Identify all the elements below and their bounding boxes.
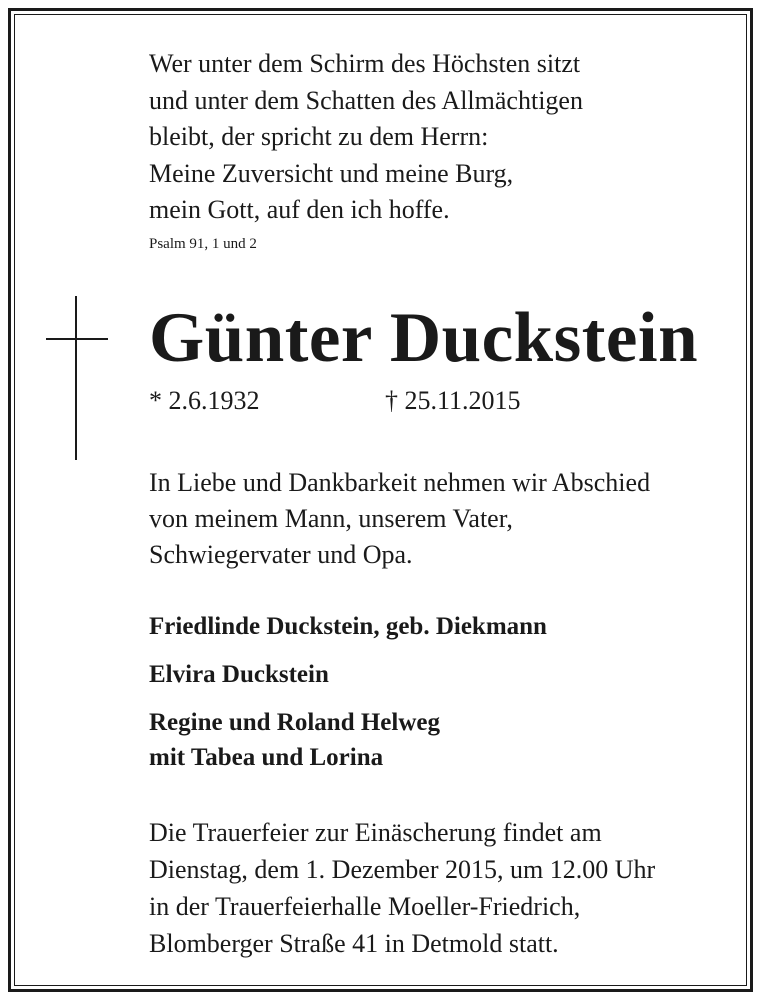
verse-reference: Psalm 91, 1 und 2 [149, 236, 257, 252]
funeral-service-info [149, 814, 655, 962]
verse-line: bleibt, der spricht zu dem Herrn: [149, 122, 489, 151]
mourner-name: mit Tabea und Lorina [149, 744, 384, 771]
verse-line: Wer unter dem Schirm des Höchsten sitzt [149, 49, 581, 78]
verse-line: Meine Zuversicht und meine Burg, [149, 158, 514, 188]
farewell-line: von meinem Mann, unserem Vater, [149, 504, 513, 533]
service-line: Dienstag, dem 1. Dezember 2015, um 12.00 Uhr [149, 855, 656, 884]
birth-date: * 2.6.1932 [149, 386, 260, 415]
verse-line: und unter dem Schatten des Allmächtigen [149, 85, 583, 115]
cross-icon [46, 296, 108, 460]
service-line: in der Trauerfeierhalle Moeller-Friedrich, [149, 892, 581, 921]
service-line: Die Trauerfeier zur Einäscherung findet am [149, 818, 602, 847]
service-line: Blomberger Straße 41 in Detmold statt. [149, 929, 559, 958]
death-date: † 25.11.2015 [385, 386, 521, 415]
mourner-name: Regine und Roland Helweg [149, 709, 441, 736]
farewell-line: In Liebe und Dankbarkeit nehmen wir Abschied [149, 468, 651, 497]
verse-line: mein Gott, auf den ich hoffe. [149, 195, 450, 224]
mourner-name: Elvira Duckstein [149, 661, 329, 688]
farewell-line: Schwiegervater und Opa. [149, 540, 413, 569]
bible-verse [149, 46, 583, 229]
mourner-name: Friedlinde Duckstein, geb. Diekmann [149, 613, 547, 640]
farewell-text [149, 465, 650, 573]
deceased-name: Günter Duckstein [149, 299, 699, 377]
